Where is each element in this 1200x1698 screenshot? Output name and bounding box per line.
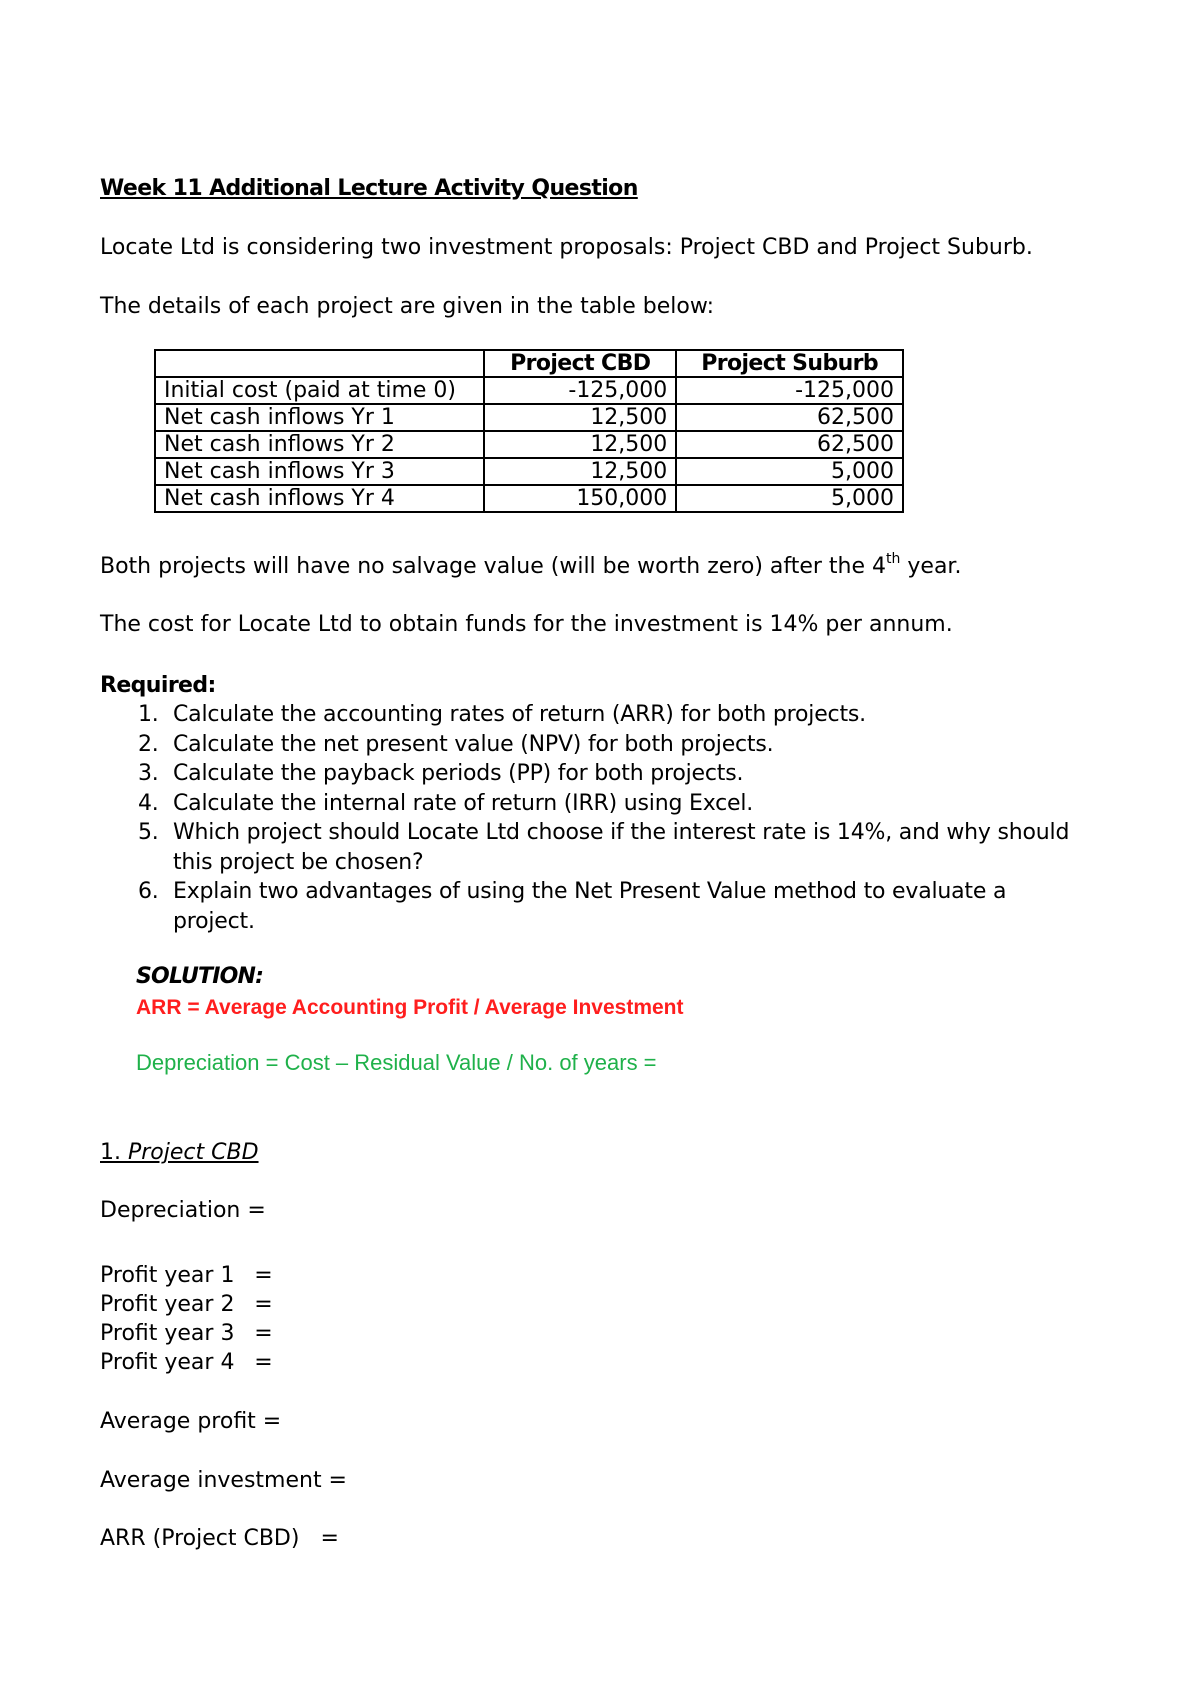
- table-cell-label: Net cash inflows Yr 1: [155, 404, 484, 431]
- list-item: [100, 789, 1080, 819]
- profit-year-label: Profit year 4: [100, 1350, 235, 1375]
- list-number: 5.: [138, 820, 159, 845]
- list-number: 4.: [138, 790, 159, 816]
- profit-year-2-line: [100, 1294, 278, 1316]
- table-header-cell: [155, 350, 484, 377]
- salvage-text: Both projects will have no salvage value (will be worth zero) after the 4: [100, 554, 887, 579]
- table-row: [155, 377, 903, 404]
- arr-project-line: [100, 1528, 339, 1550]
- ordinal-suffix: th: [886, 551, 901, 567]
- required-heading: Required:: [100, 673, 216, 698]
- table-header-row: [155, 350, 903, 377]
- salvage-text-end: year.: [900, 554, 962, 579]
- table-row: [155, 431, 903, 458]
- list-item: [100, 818, 1080, 877]
- arr-formula: ARR = Average Accounting Profit / Average Investment: [136, 996, 684, 1019]
- table-cell-value: 5,000: [676, 485, 903, 512]
- table-cell-value: 12,500: [484, 404, 676, 431]
- equals-sign: =: [254, 1292, 273, 1317]
- average-investment-line: Average investment =: [100, 1468, 347, 1493]
- table-cell-label: Net cash inflows Yr 3: [155, 458, 484, 485]
- table-cell-value: 5,000: [676, 458, 903, 485]
- table-cell-value: 150,000: [484, 485, 676, 512]
- table-cell-value: -125,000: [484, 377, 676, 404]
- depreciation-formula: Depreciation = Cost – Residual Value / No. of years =: [136, 1050, 657, 1075]
- equals-sign: =: [254, 1350, 273, 1375]
- project-name: Project CBD: [128, 1140, 259, 1165]
- table-cell-value: -125,000: [676, 377, 903, 404]
- table-row: [155, 458, 903, 485]
- profit-year-3-line: [100, 1323, 278, 1345]
- salvage-paragraph: [100, 551, 962, 579]
- list-item-text: Calculate the payback periods (PP) for both projects.: [173, 761, 744, 786]
- list-item-text: Calculate the internal rate of return (IRR) using Excel.: [173, 790, 754, 816]
- table-row: [155, 404, 903, 431]
- list-item-text: Which project should Locate Ltd choose if the interest rate is 14%, and why should this project be chosen?: [173, 820, 1070, 875]
- list-number: 6.: [138, 879, 159, 904]
- equals-sign: =: [254, 1321, 273, 1346]
- arr-project-label: ARR (Project CBD): [100, 1526, 300, 1551]
- solution-heading: SOLUTION:: [136, 964, 264, 989]
- table-cell-value: 62,500: [676, 404, 903, 431]
- profit-year-label: Profit year 1: [100, 1263, 235, 1288]
- required-list: [100, 700, 1080, 936]
- project-heading: [100, 1142, 259, 1164]
- list-item: [100, 700, 1080, 730]
- list-number: 3.: [138, 761, 159, 786]
- table-cell-value: 12,500: [484, 458, 676, 485]
- list-item: [100, 877, 1080, 936]
- table-intro-paragraph: The details of each project are given in the table below:: [100, 294, 715, 319]
- equals-sign: =: [254, 1263, 273, 1288]
- table-cell-label: Net cash inflows Yr 2: [155, 431, 484, 458]
- table-cell-value: 12,500: [484, 431, 676, 458]
- profit-year-1-line: [100, 1265, 278, 1287]
- depreciation-line: Depreciation =: [100, 1198, 266, 1223]
- list-number: 2.: [138, 731, 159, 757]
- project-number: 1.: [100, 1140, 121, 1165]
- profit-year-4-line: [100, 1352, 278, 1374]
- table-header-cell: Project CBD: [484, 350, 676, 377]
- list-number: 1.: [138, 702, 159, 727]
- table-header-cell: Project Suburb: [676, 350, 903, 377]
- table-cell-value: 62,500: [676, 431, 903, 458]
- profit-year-label: Profit year 2: [100, 1292, 235, 1317]
- table-cell-label: Net cash inflows Yr 4: [155, 485, 484, 512]
- list-item: [100, 759, 1080, 789]
- table-cell-label: Initial cost (paid at time 0): [155, 377, 484, 404]
- cost-of-funds-paragraph: The cost for Locate Ltd to obtain funds for the investment is 14% per annum.: [100, 612, 953, 637]
- list-item-text: Calculate the net present value (NPV) for both projects.: [173, 731, 774, 757]
- intro-paragraph: Locate Ltd is considering two investment proposals: Project CBD and Project Suburb.: [100, 235, 1033, 260]
- list-item: [100, 730, 1080, 760]
- equals-sign: =: [320, 1526, 339, 1551]
- table-row: [155, 485, 903, 512]
- list-item-text: Explain two advantages of using the Net Present Value method to evaluate a project.: [173, 879, 1007, 934]
- list-item-text: Calculate the accounting rates of return (ARR) for both projects.: [173, 702, 866, 727]
- average-profit-line: Average profit =: [100, 1409, 282, 1434]
- project-details-table: [154, 349, 904, 513]
- profit-year-label: Profit year 3: [100, 1321, 235, 1346]
- document-title: Week 11 Additional Lecture Activity Question: [100, 176, 638, 201]
